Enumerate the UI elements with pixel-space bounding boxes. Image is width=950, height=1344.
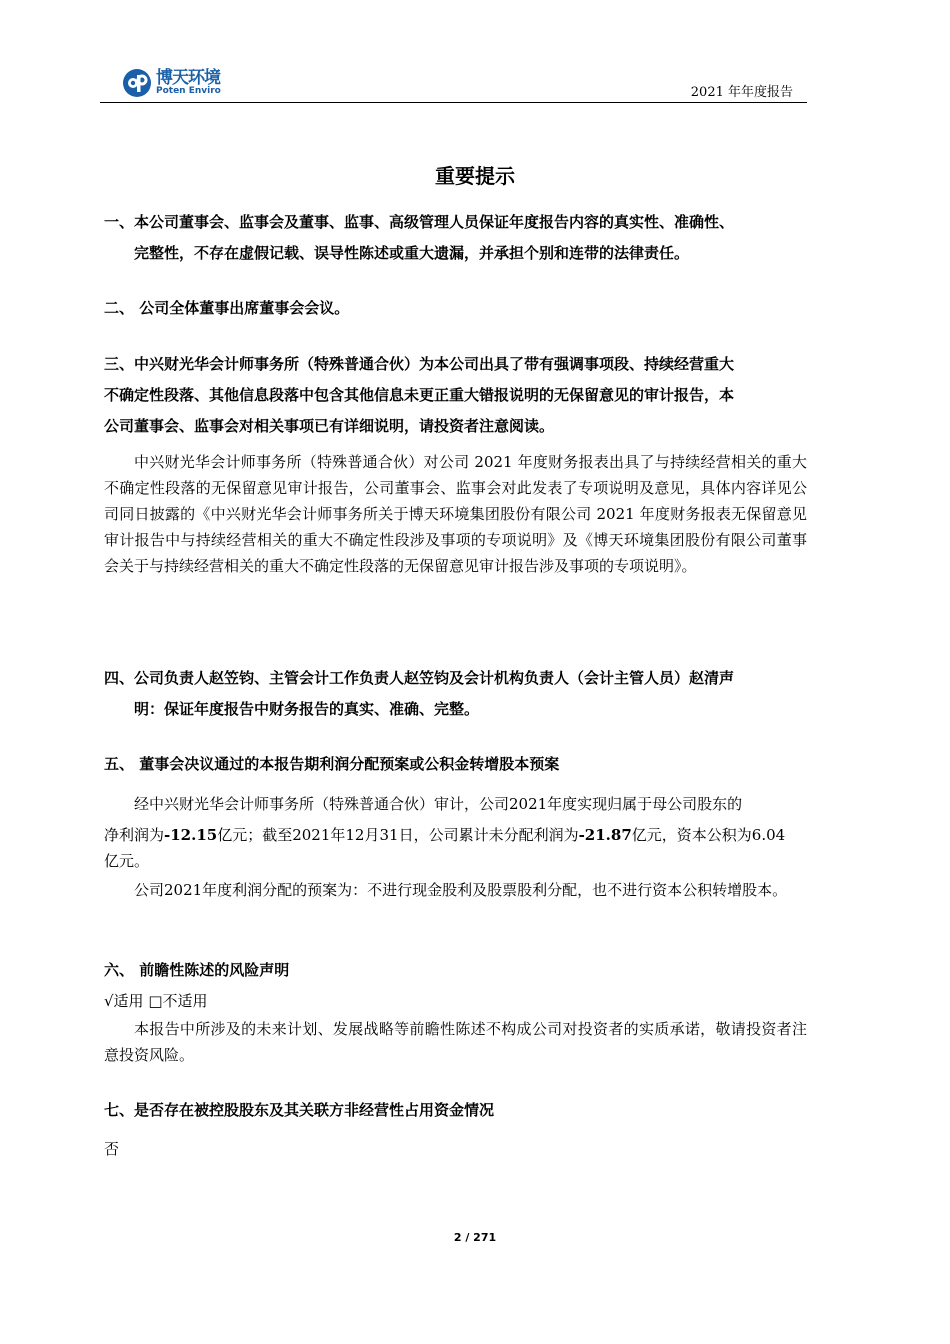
section-5-para-1-line-1: 经中兴财光华会计师事务所（特殊普通合伙）审计，公司2021年度实现归属于母公司股东的 (134, 795, 743, 813)
logo-chinese-name: 博天环境 (156, 68, 220, 88)
page-title: 重要提示 (435, 164, 515, 188)
section-7-answer: 否 (104, 1140, 120, 1158)
section-3-line-1: 三、中兴财光华会计师事务所（特殊普通合伙）为本公司出具了带有强调事项段、持续经营重大 (104, 355, 735, 373)
section-6-heading: 六、 前瞻性陈述的风险声明 (104, 961, 290, 979)
net-profit-label: 净利润为 (104, 826, 165, 844)
capital-reserve-text: 亿元，资本公积为6.04 (631, 826, 786, 844)
page-header (100, 62, 807, 103)
undistributed-value: -21.87 (578, 826, 632, 844)
section-5-heading: 五、 董事会决议通过的本报告期利润分配预案或公积金转增股本预案 (104, 755, 560, 773)
section-5-para-1-line-2 (104, 825, 785, 845)
section-4-line-1: 四、公司负责人赵笠钧、主管会计工作负责人赵笠钧及会计机构负责人（会计主管人员）赵清声 (104, 669, 735, 687)
report-title: 2021 年年度报告 (690, 85, 793, 100)
section-1-line-2: 完整性，不存在虚假记载、误导性陈述或重大遗漏，并承担个别和连带的法律责任。 (134, 244, 690, 262)
logo-mark-icon (122, 68, 152, 98)
section-3-paragraph: 中兴财光华会计师事务所（特殊普通合伙）对公司 2021 年度财务报表出具了与持续经营相关的重大不确定性段落的无保留意见审计报告，公司董事会、监事会对此发表了专项说明及意见，具体内容详见公司同日披露的《中兴财光华会计师事务所关于博天环境集团股份有限公司 2021 年度财务报表无保留意见审计报告中与持续经营相关的重大不确定性段涉及事项的专项说明》及《博天环境集团股份有限公司董事会关于与持续经营相关的重大不确定性段落的无保留意见审计报告涉及事项的专项说明》。 (104, 453, 807, 575)
logo-english-name: Poten Enviro (156, 86, 221, 96)
section-4-line-2: 明：保证年度报告中财务报告的真实、准确、完整。 (134, 700, 480, 718)
section-1-line-1: 一、本公司董事会、监事会及董事、监事、高级管理人员保证年度报告内容的真实性、准确性、 (104, 213, 735, 231)
section-2-text: 二、 公司全体董事出席董事会会议。 (104, 299, 350, 317)
page-number: 2 / 271 (453, 1231, 497, 1244)
section-5-para-1-line-3: 亿元。 (104, 852, 150, 870)
company-logo (122, 66, 221, 100)
section-3-line-2: 不确定性段落、其他信息段落中包含其他信息未更正重大错报说明的无保留意见的审计报告，本 (104, 386, 735, 404)
applicability-options: √适用 □不适用 (104, 992, 208, 1010)
section-5-paragraph-2: 公司2021年度利润分配的预案为：不进行现金股利及股票股利分配，也不进行资本公积转增股本。 (134, 881, 788, 899)
section-6-paragraph: 本报告中所涉及的未来计划、发展战略等前瞻性陈述不构成公司对投资者的实质承诺，敬请投资者注意投资风险。 (104, 1020, 807, 1064)
section-7-heading: 七、是否存在被控股股东及其关联方非经营性占用资金情况 (104, 1101, 495, 1119)
undistributed-label: 亿元；截至2021年12月31日，公司累计未分配利润为 (217, 826, 579, 844)
section-3-line-3: 公司董事会、监事会对相关事项已有详细说明，请投资者注意阅读。 (104, 417, 555, 435)
net-profit-value: -12.15 (164, 826, 218, 844)
